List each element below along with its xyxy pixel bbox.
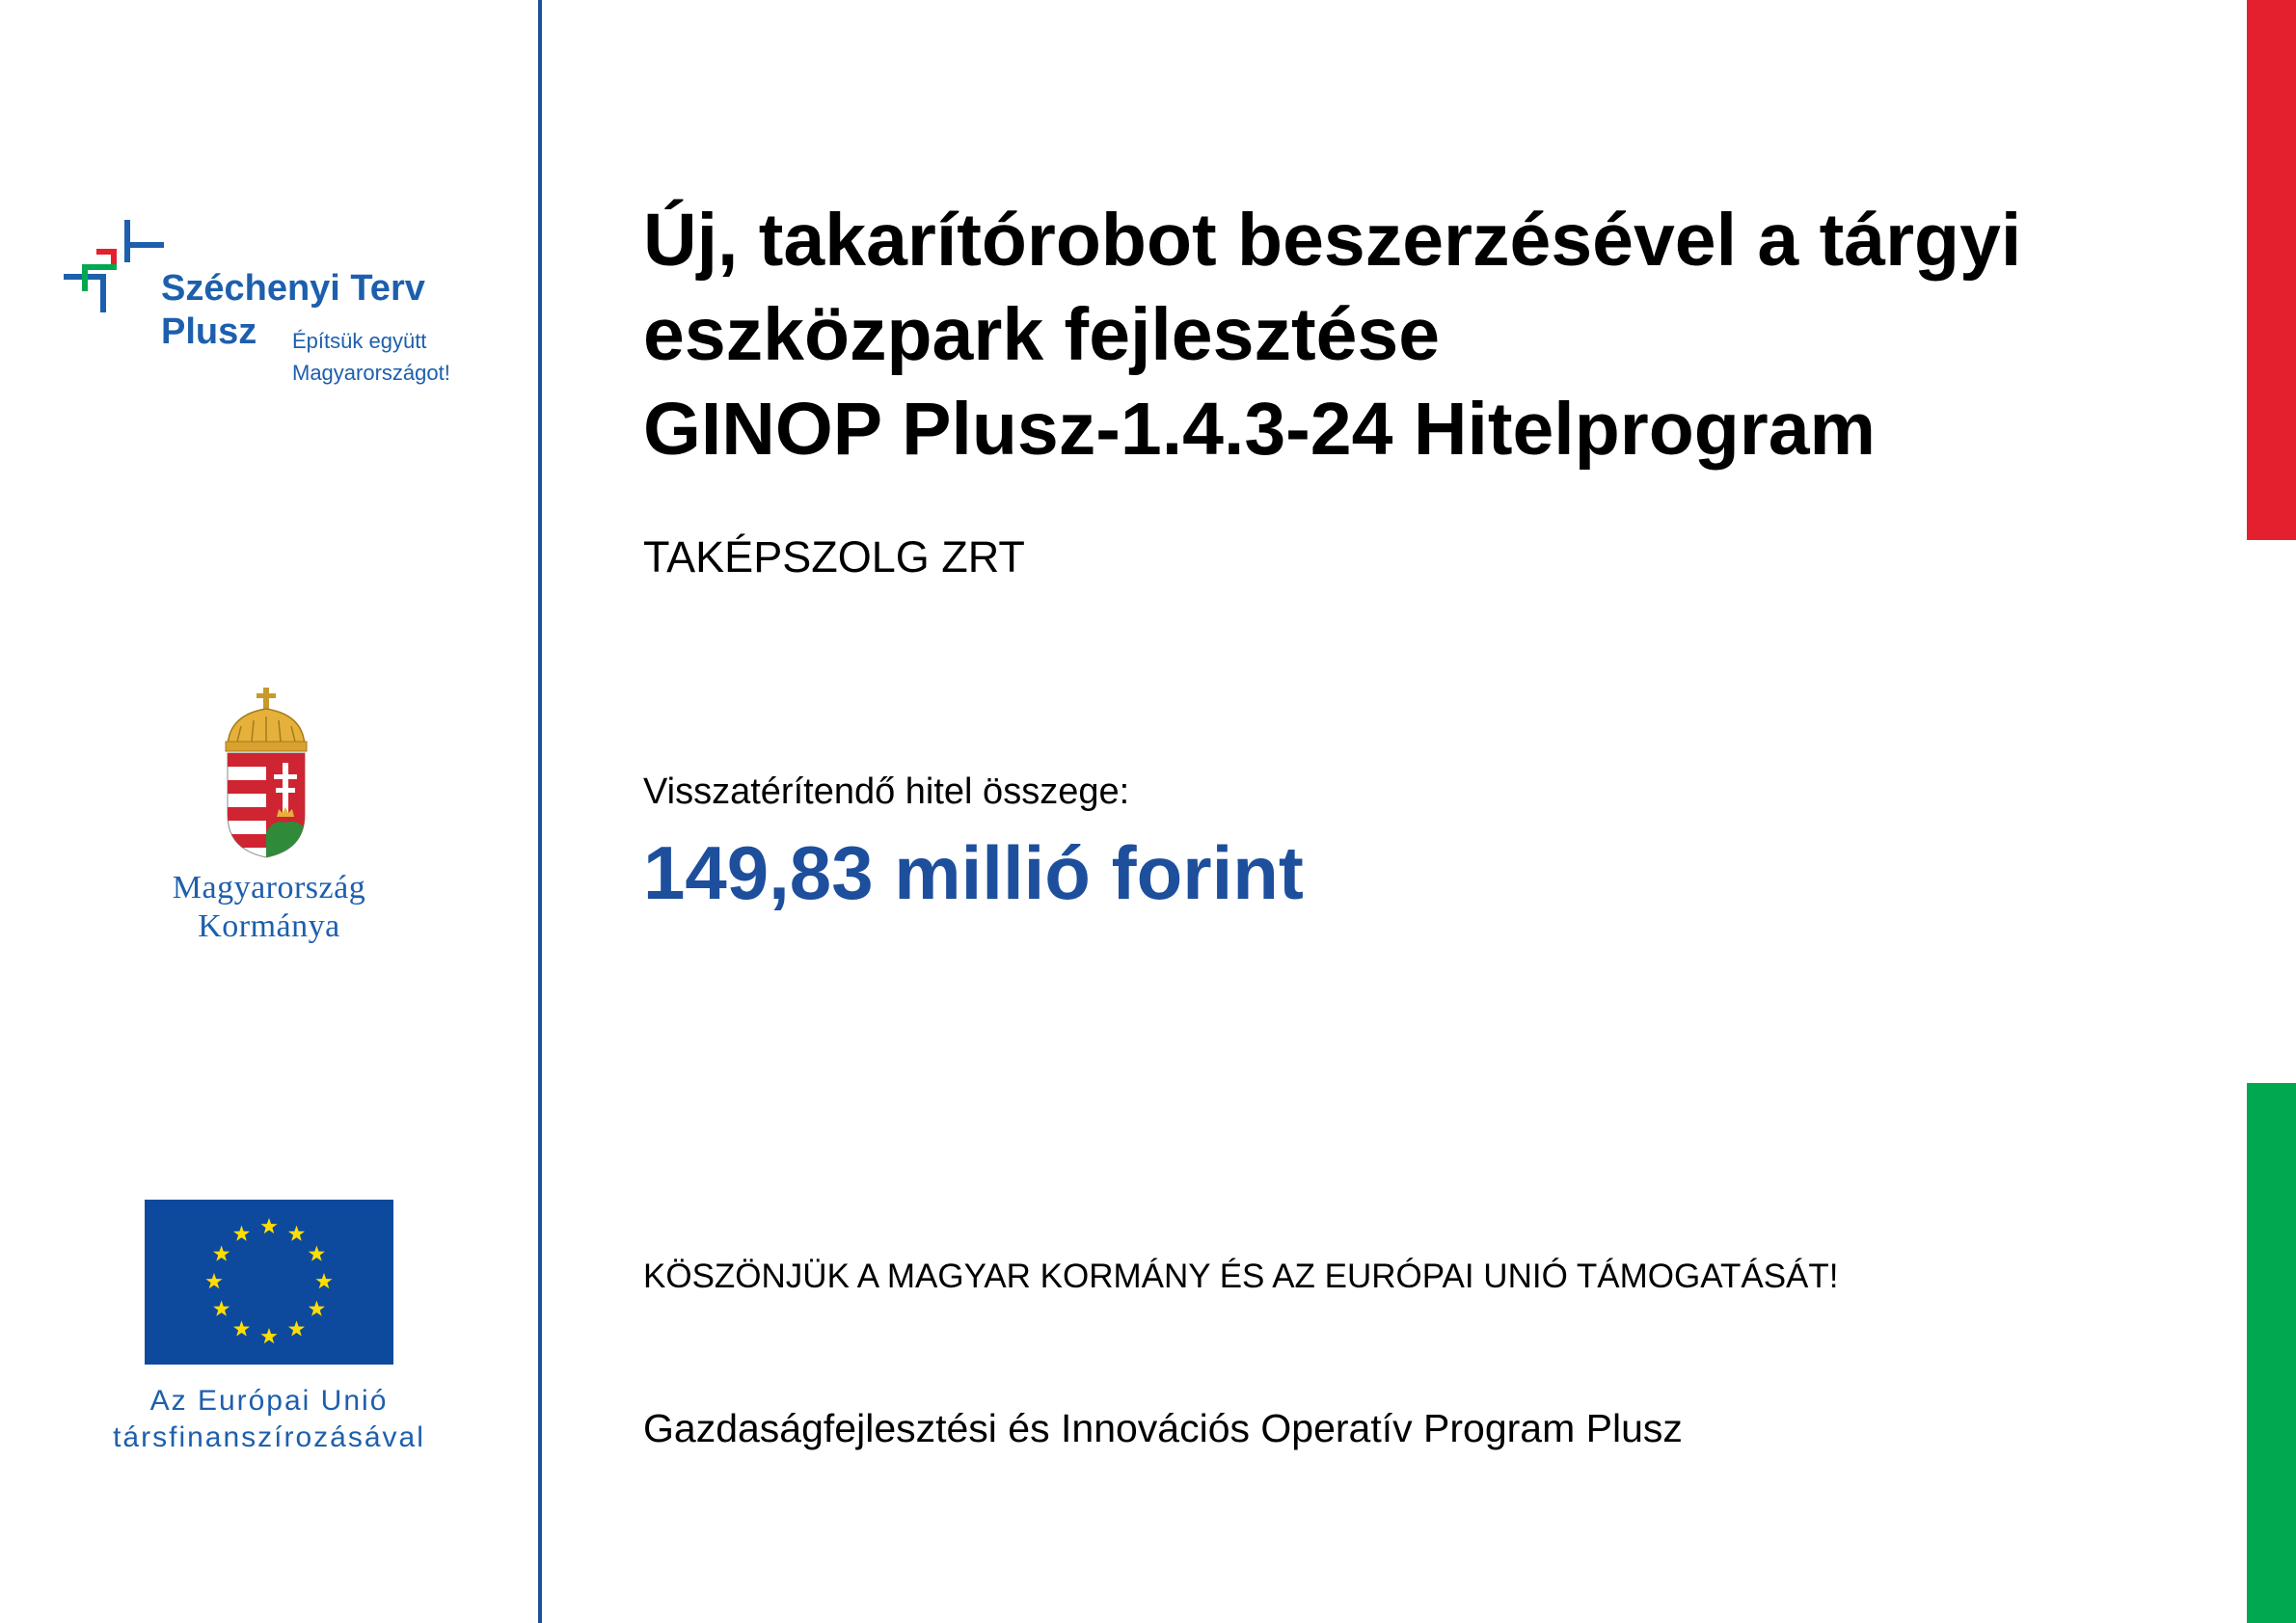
project-title	[643, 193, 2021, 476]
amount-label: Visszatérítendő hitel összege:	[643, 771, 1130, 812]
slogan-line1: Építsük együtt	[292, 329, 427, 353]
szechenyi-terv-logo	[58, 214, 501, 388]
eu-star-icon	[309, 1301, 325, 1316]
flag-stripe-red	[2247, 0, 2296, 540]
eu-star-icon	[288, 1320, 305, 1336]
title-line1: Új, takarítórobot beszerzésével a tárgyi	[643, 199, 2022, 282]
eu-star-icon	[260, 1218, 277, 1233]
government-logo-line2: Kormánya	[198, 908, 340, 944]
eu-flag-icon	[145, 1200, 393, 1365]
eu-star-icon	[213, 1246, 230, 1261]
eu-star-icon	[260, 1328, 277, 1343]
hungarian-coat-of-arms-icon	[218, 688, 314, 866]
eu-logo-line2: társfinanszírozásával	[113, 1421, 425, 1453]
title-line2: eszközpark fejlesztése	[643, 293, 1441, 376]
title-line3: GINOP Plusz-1.4.3-24 Hitelprogram	[643, 388, 1877, 471]
eu-logo-line1: Az Európai Unió	[149, 1385, 389, 1417]
vertical-divider	[538, 0, 542, 1623]
company-name: TAKÉPSZOLG ZRT	[643, 532, 1025, 582]
loan-amount: 149,83 millió forint	[643, 830, 1304, 915]
eu-star-icon	[315, 1273, 332, 1288]
program-name: Gazdaságfejlesztési és Innovációs Operatív Program Plusz	[643, 1406, 1683, 1450]
government-logo-line1: Magyarország	[172, 870, 366, 906]
szechenyi-logo-name: Széchenyi Terv	[161, 268, 425, 309]
eu-star-icon	[213, 1301, 230, 1316]
eu-star-icon	[233, 1320, 250, 1336]
eu-star-icon	[288, 1226, 305, 1241]
eu-star-icon	[309, 1246, 325, 1261]
thanks-message: KÖSZÖNJÜK A MAGYAR KORMÁNY ÉS AZ EURÓPAI UNIÓ TÁMOGATÁSÁT!	[643, 1258, 1839, 1295]
eu-star-icon	[205, 1273, 222, 1288]
eu-star-icon	[233, 1226, 250, 1241]
szechenyi-logo-plusz: Plusz	[161, 311, 257, 352]
szechenyi-cross-icon	[58, 214, 164, 320]
flag-stripe-green	[2247, 1083, 2296, 1623]
slogan-line2: Magyarországot!	[292, 361, 450, 385]
szechenyi-logo-slogan	[292, 325, 450, 389]
